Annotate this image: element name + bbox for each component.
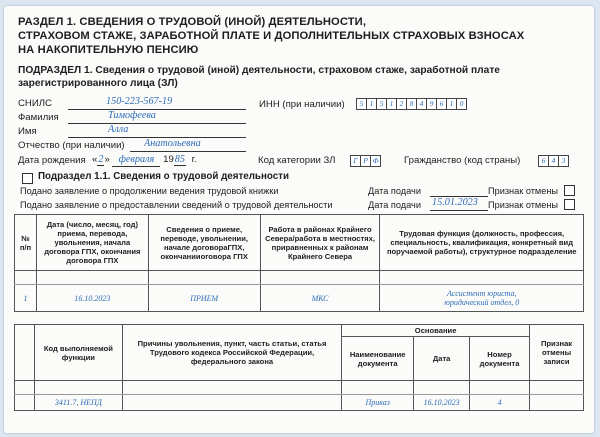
category-letter: Р <box>360 155 371 167</box>
col-cancel: Признак отмены записи <box>530 325 584 381</box>
snils-field[interactable] <box>68 97 246 110</box>
section-title-line-1: РАЗДЕЛ 1. СВЕДЕНИЯ О ТРУДОВОЙ (ИНОЙ) ДЕЯТЕЛЬНОСТИ, <box>18 16 367 28</box>
col-event: Сведения о приеме, переводе, увольнении, начале договораГПХ, окончанииoговора ГПХ <box>148 215 260 271</box>
sub11-title: Подраздел 1.1. Сведения о трудовой деятельности <box>38 171 289 182</box>
category-letter: Ф <box>370 155 381 167</box>
inn-digit: 8 <box>406 98 417 110</box>
col-function: Трудовая функция (должность, профессия, специальность, квалификация, конкретный вид поручаемой работы), структурное подразделение <box>380 215 584 271</box>
provide-date-field[interactable] <box>430 198 488 211</box>
basis-table <box>14 324 584 411</box>
name-field[interactable] <box>68 125 246 138</box>
provide-text: Подано заявление о предоставлении сведений о трудовой деятельности <box>20 200 333 210</box>
row-north: МКС <box>260 285 380 312</box>
patronymic-value: Анатольевна <box>144 138 201 149</box>
table-row-blank <box>15 271 584 285</box>
col-north: Работа в районах Крайнего Севера/работа в местностях, приравненных к районам Крайнего Севера <box>260 215 380 271</box>
birth-month: февраля <box>112 154 160 167</box>
birth-close-quote: » <box>104 154 110 165</box>
citizenship-digit: 4 <box>548 155 559 167</box>
col-reasons: Причины увольнения, пункт, часть статьи, статья Трудового кодекса Российской Федерации, федерального закона <box>122 325 341 381</box>
col-date: Дата (число, месяц, год) приема, перевода, увольнения, начала договора ГПХ, окончания договора ГПХ <box>36 215 148 271</box>
basis-row-blank <box>15 381 584 395</box>
name-value: Алла <box>108 124 129 135</box>
inn-digit: 2 <box>396 98 407 110</box>
birth-year-suffix: г. <box>191 154 197 165</box>
provide-date-label: Дата подачи <box>368 200 421 210</box>
inn-digit: 6 <box>436 98 447 110</box>
birth-day: 2 <box>98 154 104 165</box>
citizenship-digit: 6 <box>538 155 549 167</box>
section-title-line-2: СТРАХОВОМ СТАЖЕ, ЗАРАБОТНОЙ ПЛАТЕ И ДОПОЛНИТЕЛЬНЫХ СТРАХОВЫХ ВЗНОСАХ <box>18 30 525 42</box>
col-doc-date: Дата <box>414 337 470 381</box>
basis-date: 16.10.2023 <box>414 395 470 411</box>
row-function-line-1: Ассистент юриста, <box>446 289 517 298</box>
row-date: 16.10.2023 <box>36 285 148 312</box>
surname-field[interactable] <box>68 111 246 124</box>
provide-date-value: 15.01.2023 <box>432 197 478 208</box>
inn-digit: 1 <box>386 98 397 110</box>
birth-label: Дата рождения <box>18 155 86 166</box>
birth-open-quote: « <box>92 154 98 165</box>
col-docnum: Номер документа <box>470 337 530 381</box>
birth-date-field[interactable] <box>92 154 242 167</box>
row-function <box>380 285 584 312</box>
birth-century: 19 <box>163 154 174 165</box>
inn-digit: 1 <box>446 98 457 110</box>
employment-table <box>14 214 584 312</box>
col-docname: Наименование документа <box>342 337 414 381</box>
col-code: Код выполняемой функции <box>34 325 122 381</box>
name-label: Имя <box>18 126 37 137</box>
table-row[interactable] <box>15 285 584 312</box>
subsection-title-line-1: ПОДРАЗДЕЛ 1. Сведения о трудовой (иной) деятельности, страховом стаже, заработной плате <box>18 65 500 76</box>
section-title-line-3: НА НАКОПИТЕЛЬНУЮ ПЕНСИЮ <box>18 44 199 56</box>
row-event: ПРИЕМ <box>148 285 260 312</box>
inn-digit: 9 <box>426 98 437 110</box>
inn-digit: 5 <box>356 98 367 110</box>
inn-digit: 0 <box>456 98 467 110</box>
row-function-line-2: юридический отдел, 0 <box>444 298 520 307</box>
category-boxes[interactable] <box>350 155 380 173</box>
category-letter: Г <box>350 155 361 167</box>
form-sheet <box>4 6 594 433</box>
category-label: Код категории ЗЛ <box>258 155 336 166</box>
birth-year: 85 <box>174 154 185 165</box>
surname-value: Тимофеева <box>108 110 156 121</box>
citizenship-label: Гражданство (код страны) <box>404 155 521 166</box>
employment-table-header <box>15 215 584 271</box>
col-basis: Основание <box>342 325 530 337</box>
basis-code: 3411.7, НЕПД <box>34 395 122 411</box>
col-num: № п/п <box>15 215 37 271</box>
basis-docnum: 4 <box>470 395 530 411</box>
inn-label: ИНН (при наличии) <box>259 99 345 110</box>
basis-docname: Приказ <box>342 395 414 411</box>
basis-reasons <box>122 395 341 411</box>
snils-label: СНИЛС <box>18 98 52 109</box>
inn-digit: 4 <box>416 98 427 110</box>
inn-digit: 1 <box>366 98 377 110</box>
snils-value: 150-223-567-19 <box>106 96 173 107</box>
continue-date-field[interactable] <box>430 184 488 197</box>
patronymic-label: Отчество (при наличии) <box>18 140 125 151</box>
provide-cancel-checkbox[interactable] <box>564 197 575 215</box>
continue-cancel-label: Признак отмены <box>488 186 559 196</box>
inn-boxes[interactable] <box>356 98 466 116</box>
continue-date-label: Дата подачи <box>368 186 421 196</box>
citizenship-digit: 3 <box>558 155 569 167</box>
continue-text: Подано заявление о продолжении ведения трудовой книжки <box>20 186 279 196</box>
provide-cancel-label: Признак отмены <box>488 200 559 210</box>
inn-digit: 5 <box>376 98 387 110</box>
surname-label: Фамилия <box>18 112 59 123</box>
citizenship-boxes[interactable] <box>538 155 568 173</box>
basis-row[interactable] <box>15 395 584 411</box>
patronymic-field[interactable] <box>130 139 246 152</box>
row-num: 1 <box>15 285 37 312</box>
subsection-title-line-2: зарегистрированного лица (ЗЛ) <box>18 78 178 89</box>
